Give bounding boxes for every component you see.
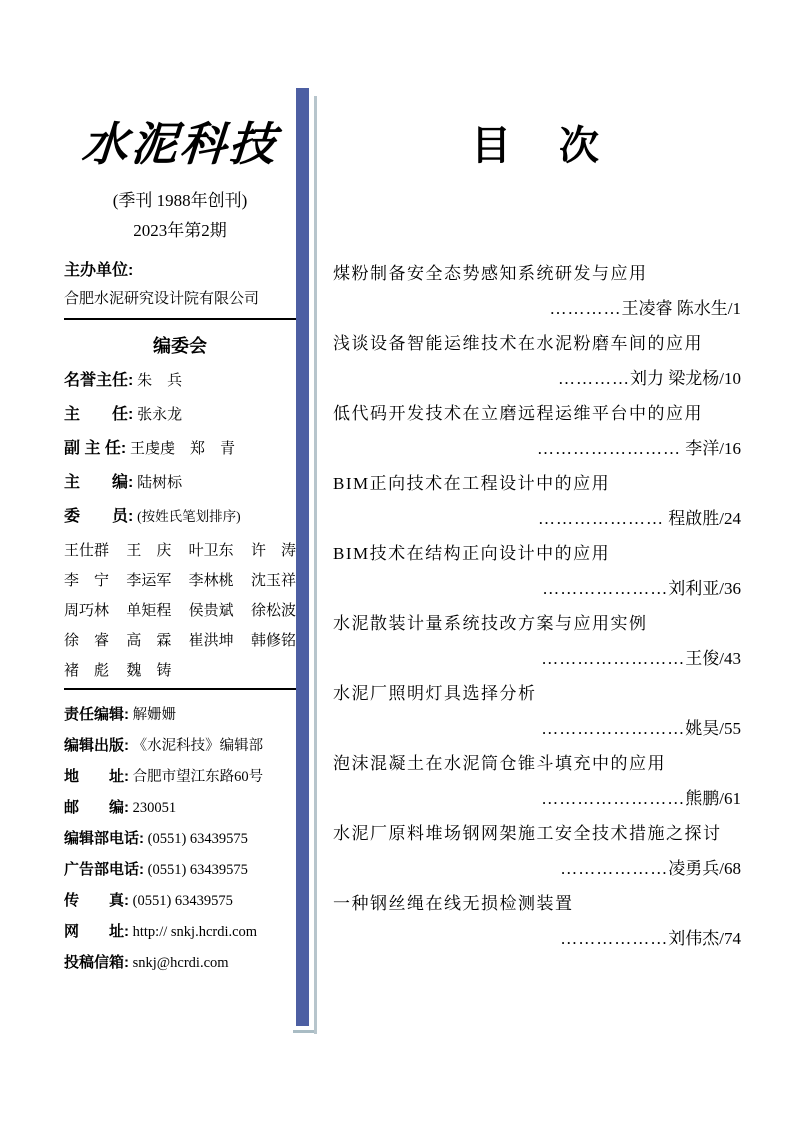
toc-entry <box>333 472 741 530</box>
dot-leader: …………………… <box>541 649 686 668</box>
dot-leader: ………………… <box>542 579 669 598</box>
pub-label: 邮 编: <box>64 799 129 816</box>
article-byline <box>333 647 741 670</box>
table-of-contents <box>333 120 741 962</box>
article-authors: 李洋 <box>681 439 720 458</box>
pub-value: snkj@hcrdi.com <box>132 955 229 971</box>
article-authors: 刘利亚 <box>668 579 720 598</box>
journal-issue: 2023年第2期 <box>133 221 227 240</box>
toc-entry <box>333 682 741 740</box>
journal-subtitle: (季刊 1988年创刊) <box>112 191 248 210</box>
article-page: /68 <box>719 859 741 878</box>
article-title: 一种钢丝绳在线无损检测装置 <box>333 894 574 913</box>
pub-value: http:// snkj.hcrdi.com <box>132 924 258 940</box>
article-byline <box>333 927 741 950</box>
role-label: 副 主 任: <box>64 440 127 457</box>
toc-entry <box>333 542 741 600</box>
article-title: 泡沫混凝土在水泥筒仓锥斗填充中的应用 <box>333 754 666 773</box>
toc-header: 目 次 <box>471 123 603 168</box>
pub-label: 地 址: <box>64 768 129 785</box>
committee-member: 周巧林 <box>64 603 110 619</box>
committee-role-chief-editor <box>64 472 296 494</box>
committee-member: 许 涛 <box>250 543 296 559</box>
left-column <box>64 104 296 974</box>
dot-leader: …………………… <box>537 439 682 458</box>
pub-value: (0551) 63439575 <box>147 831 248 847</box>
pub-value: (0551) 63439575 <box>147 862 248 878</box>
article-title: 水泥散装计量系统技改方案与应用实例 <box>333 614 648 633</box>
committee-member: 沈玉祥 <box>250 573 296 589</box>
toc-entry <box>333 752 741 810</box>
article-title: 浅谈设备智能运维技术在水泥粉磨车间的应用 <box>333 334 703 353</box>
pub-row-postcode <box>64 797 296 819</box>
committee-role-members <box>64 506 296 528</box>
article-authors: 王俊 <box>685 649 720 668</box>
pub-row-fax <box>64 890 296 912</box>
pub-label: 投稿信箱: <box>64 954 129 971</box>
committee-member: 李林桃 <box>188 573 234 589</box>
article-title: BIM技术在结构正向设计中的应用 <box>333 544 611 563</box>
role-value: 陆树标 <box>137 475 183 491</box>
committee-member: 王仕群 <box>64 543 110 559</box>
article-authors: 刘伟杰 <box>668 929 720 948</box>
organizer-name: 合肥水泥研究设计院有限公司 <box>64 291 260 307</box>
article-byline <box>333 857 741 880</box>
committee-member: 徐松波 <box>250 603 296 619</box>
pub-label: 编辑部电话: <box>64 830 144 847</box>
role-label: 主 编: <box>64 474 134 491</box>
pub-label: 网 址: <box>64 923 129 940</box>
committee-role-deputy-director <box>64 438 296 460</box>
pub-row-website <box>64 921 296 943</box>
committee-member-grid <box>64 540 296 682</box>
article-byline <box>333 507 741 530</box>
article-byline <box>333 367 741 390</box>
toc-entry <box>333 822 741 880</box>
article-byline <box>333 787 741 810</box>
pub-row-responsible-editor <box>64 704 296 726</box>
article-page: /16 <box>719 439 741 458</box>
toc-entry <box>333 612 741 670</box>
toc-entry <box>333 892 741 950</box>
article-authors: 凌勇兵 <box>668 859 720 878</box>
article-byline <box>333 437 741 460</box>
pub-value: 230051 <box>132 800 177 816</box>
pub-row-editorial-phone <box>64 828 296 850</box>
article-byline <box>333 717 741 740</box>
article-title: 低代码开发技术在立磨远程运维平台中的应用 <box>333 404 703 423</box>
article-byline <box>333 577 741 600</box>
article-title: BIM正向技术在工程设计中的应用 <box>333 474 611 493</box>
organizer-label: 主办单位: <box>64 262 134 279</box>
journal-title: 水泥科技 <box>80 117 280 171</box>
divider-rule-bottom <box>64 688 296 690</box>
toc-entry <box>333 402 741 460</box>
article-authors: 刘力 梁龙杨 <box>630 369 720 388</box>
committee-member: 崔洪坤 <box>188 633 234 649</box>
dot-leader: ………… <box>558 369 631 388</box>
article-page: /43 <box>719 649 741 668</box>
divider-rule-top <box>64 318 296 320</box>
committee-role-director <box>64 404 296 426</box>
pub-label: 广告部电话: <box>64 861 144 878</box>
committee-member: 李运军 <box>126 573 172 589</box>
toc-entry <box>333 332 741 390</box>
article-page: /24 <box>719 509 741 528</box>
committee-member: 叶卫东 <box>188 543 234 559</box>
pub-row-address <box>64 766 296 788</box>
toc-entry <box>333 262 741 320</box>
committee-header: 编委会 <box>153 336 207 356</box>
pub-label: 责任编辑: <box>64 706 129 723</box>
committee-member: 李 宁 <box>64 573 110 589</box>
article-authors: 熊鹏 <box>685 789 720 808</box>
vertical-divider-bar <box>296 88 309 1026</box>
dot-leader: …………………… <box>541 789 686 808</box>
pub-row-ad-phone <box>64 859 296 881</box>
article-page: /61 <box>719 789 741 808</box>
role-label: 委 员: <box>64 508 134 525</box>
committee-member: 王 庆 <box>126 543 172 559</box>
article-list <box>333 262 741 950</box>
pub-label: 编辑出版: <box>64 737 129 754</box>
article-title: 煤粉制备安全态势感知系统研发与应用 <box>333 264 648 283</box>
committee-member: 单矩程 <box>126 603 172 619</box>
pub-value: 《水泥科技》编辑部 <box>132 738 264 754</box>
role-value: 朱 兵 <box>137 373 183 389</box>
role-note: (按姓氏笔划排序) <box>137 509 241 524</box>
pub-value: 解姗姗 <box>132 707 177 723</box>
article-page: /36 <box>719 579 741 598</box>
dot-leader: ………… <box>549 299 622 318</box>
committee-member: 高 霖 <box>126 633 172 649</box>
committee-member: 魏 铸 <box>126 663 172 679</box>
article-page: /1 <box>727 299 741 318</box>
role-label: 名誉主任: <box>64 372 134 389</box>
article-page: /55 <box>719 719 741 738</box>
article-byline <box>333 297 741 320</box>
pub-row-publisher <box>64 735 296 757</box>
role-label: 主 任: <box>64 406 134 423</box>
role-value: 王虔虔 郑 青 <box>129 441 235 457</box>
role-value: 张永龙 <box>137 407 183 423</box>
article-page: /74 <box>719 929 741 948</box>
pub-row-submission-email <box>64 952 296 974</box>
dot-leader: …………………… <box>541 719 686 738</box>
article-authors: 姚昊 <box>685 719 720 738</box>
committee-role-honorary-director <box>64 370 296 392</box>
article-page: /10 <box>719 369 741 388</box>
committee-member: 侯贵斌 <box>188 603 234 619</box>
pub-label: 传 真: <box>64 892 129 909</box>
article-title: 水泥厂原料堆场钢网架施工安全技术措施之探讨 <box>333 824 722 843</box>
committee-member: 徐 睿 <box>64 633 110 649</box>
dot-leader: ………………… <box>538 509 665 528</box>
article-authors: 王凌睿 陈水生 <box>621 299 728 318</box>
dot-leader: ……………… <box>560 859 669 878</box>
pub-value: 合肥市望江东路60号 <box>132 769 264 785</box>
article-authors: 程啟胜 <box>664 509 720 528</box>
committee-member: 褚 彪 <box>64 663 110 679</box>
committee-member: 韩修铭 <box>250 633 296 649</box>
publication-info <box>64 704 296 974</box>
pub-value: (0551) 63439575 <box>132 893 233 909</box>
dot-leader: ……………… <box>560 929 669 948</box>
article-title: 水泥厂照明灯具选择分析 <box>333 684 537 703</box>
